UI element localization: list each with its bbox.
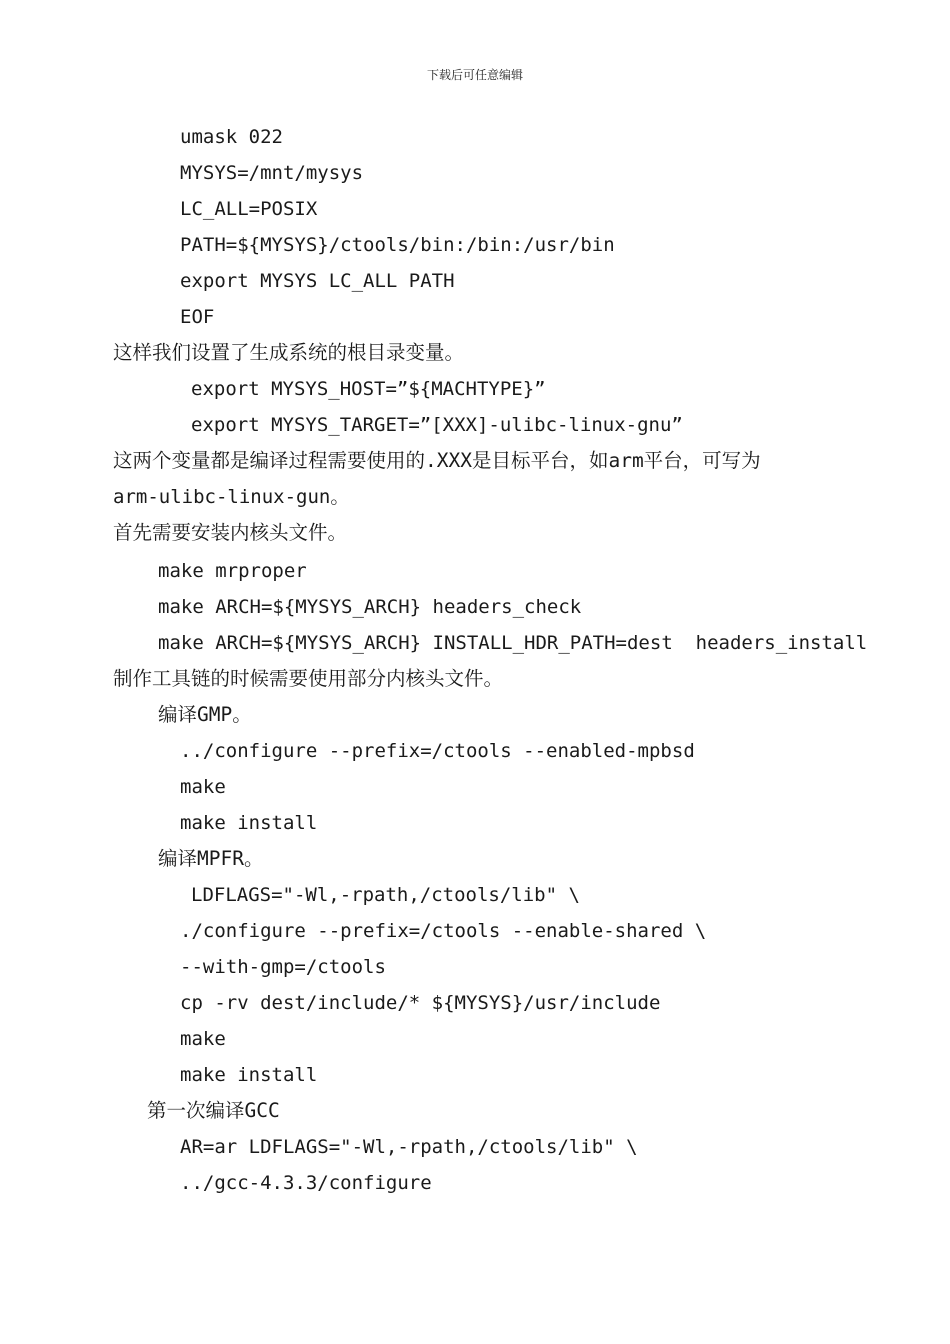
page-header: 下载后可任意编辑 <box>426 68 523 82</box>
code-line: --with-gmp=/ctools <box>180 956 386 978</box>
code-line: umask 022 <box>180 126 283 148</box>
paragraph-text: 这样我们设置了生成系统的根目录变量。 <box>113 341 465 364</box>
code-line: LDFLAGS="-Wl,-rpath,/ctools/lib" \ <box>191 884 580 906</box>
code-line: LC_ALL=POSIX <box>180 198 318 220</box>
code-line: make ARCH=${MYSYS_ARCH} headers_check <box>158 596 582 618</box>
code-line: make <box>180 776 226 798</box>
code-line: make install <box>180 812 318 834</box>
code-line: ../gcc-4.3.3/configure <box>180 1172 432 1194</box>
code-line: make ARCH=${MYSYS_ARCH} INSTALL_HDR_PATH=dest headers_install <box>158 632 868 654</box>
code-line: cp -rv dest/include/* ${MYSYS}/usr/include <box>180 992 661 1014</box>
section-label: 编译MPFR。 <box>158 847 264 870</box>
paragraph-text: 首先需要安装内核头文件。 <box>113 521 348 544</box>
code-line: export MYSYS_TARGET=”[XXX]-ulibc-linux-gnu” <box>191 414 683 436</box>
paragraph-text: arm-ulibc-linux-gun。 <box>113 486 350 508</box>
code-line: ./configure --prefix=/ctools --enable-shared \ <box>180 920 707 942</box>
paragraph-text: 这两个变量都是编译过程需要使用的.XXX是目标平台，如arm平台，可写为 <box>113 449 761 472</box>
code-line: EOF <box>180 306 215 328</box>
code-line: make <box>180 1028 226 1050</box>
code-line: make mrproper <box>158 560 307 582</box>
code-line: MYSYS=/mnt/mysys <box>180 162 364 184</box>
code-line: export MYSYS_HOST=”${MACHTYPE}” <box>191 378 546 400</box>
code-line: make install <box>180 1064 318 1086</box>
code-line: export MYSYS LC_ALL PATH <box>180 270 455 292</box>
code-line: AR=ar LDFLAGS="-Wl,-rpath,/ctools/lib" \ <box>180 1136 638 1158</box>
paragraph-text: 制作工具链的时候需要使用部分内核头文件。 <box>113 667 504 690</box>
code-line: ../configure --prefix=/ctools --enabled-mpbsd <box>180 740 695 762</box>
section-label: 第一次编译GCC <box>147 1099 280 1122</box>
code-line: PATH=${MYSYS}/ctools/bin:/bin:/usr/bin <box>180 234 615 256</box>
section-label: 编译GMP。 <box>158 703 252 726</box>
